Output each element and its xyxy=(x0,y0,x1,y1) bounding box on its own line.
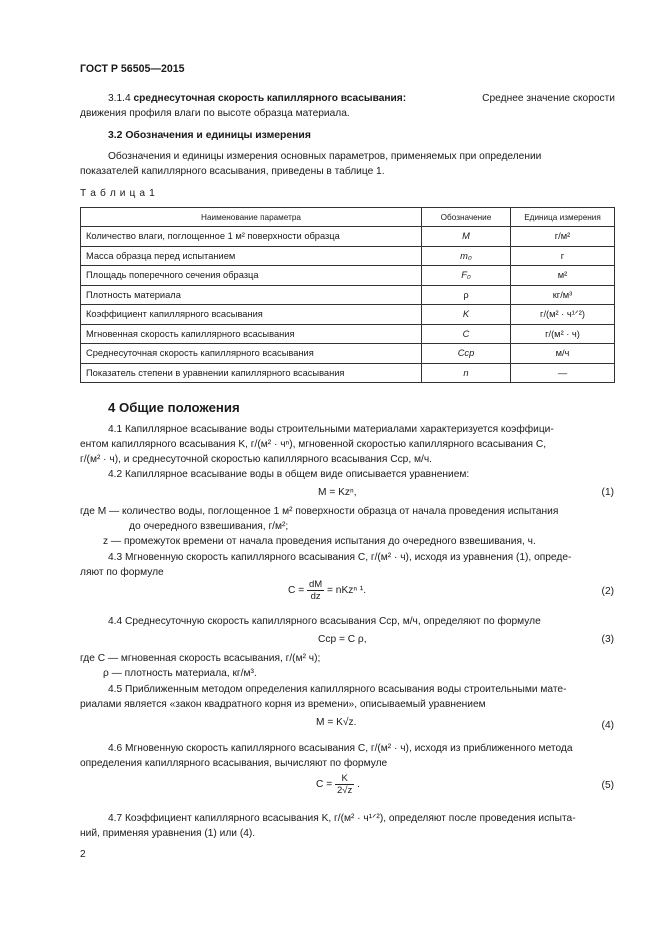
row-unit: м² xyxy=(511,266,615,286)
row-unit: г/(м² · ч) xyxy=(511,324,615,344)
fraction-denominator: 2√z xyxy=(336,784,353,796)
equation-5-number: (5) xyxy=(601,780,614,791)
row-symbol: Cср xyxy=(422,344,511,364)
section-3-2-title: 3.2 Обозначения и единицы измерения xyxy=(108,130,311,141)
row-name: Плотность материала xyxy=(81,285,422,305)
row-name: Масса образца перед испытанием xyxy=(81,246,422,266)
equation-5-tail: . xyxy=(357,779,360,790)
row-symbol: C xyxy=(422,324,511,344)
definition-start: Среднее значение скорости xyxy=(482,93,615,104)
where-1-line-3: z — промежуток времени от начала проведения испытания до очередного взвешивания, ч. xyxy=(103,536,536,547)
row-unit: — xyxy=(511,363,615,383)
row-symbol: n xyxy=(422,363,511,383)
fraction-numerator: K xyxy=(335,773,354,785)
row-unit: г/м² xyxy=(511,227,615,247)
row-symbol: F₀ xyxy=(422,266,511,286)
table-caption: Т а б л и ц а 1 xyxy=(80,188,156,199)
document-header: ГОСТ Р 56505—2015 xyxy=(80,63,185,75)
clause-4-6-line-2: определения капиллярного всасывания, вычисляют по формуле xyxy=(80,758,388,769)
clause-4-3-line-1: 4.3 Мгновенную скорость капиллярного всасывания C, г/(м² · ч), исходя из уравнения (1), опреде- xyxy=(108,552,572,563)
equation-5-fraction xyxy=(335,773,354,796)
table-row xyxy=(81,227,615,247)
equation-3: Cср = C ρ, xyxy=(318,634,367,645)
row-name: Показатель степени в уравнении капиллярного всасывания xyxy=(81,363,422,383)
equation-3-number: (3) xyxy=(601,634,614,645)
section-3-2-line-2: показателей капиллярного всасывания, приведены в таблице 1. xyxy=(80,166,385,177)
equation-5 xyxy=(316,772,360,798)
section-3-2-line-1: Обозначения и единицы измерения основных параметров, применяемых при определении xyxy=(108,151,542,162)
clause-4-4: 4.4 Среднесуточную скорость капиллярного всасывания Cср, м/ч, определяют по формуле xyxy=(108,616,541,627)
equation-2-rhs: = nKzⁿ ¹. xyxy=(327,585,367,596)
row-unit: г xyxy=(511,246,615,266)
row-symbol: M xyxy=(422,227,511,247)
equation-1: M = Kzⁿ, xyxy=(318,487,357,498)
clause-4-6-line-1: 4.6 Мгновенную скорость капиллярного всасывания C, г/(м² · ч), исходя из приближенного метода xyxy=(108,743,573,754)
table-row xyxy=(81,344,615,364)
where-1-line-2: до очередного взвешивания, г/м²; xyxy=(129,521,289,532)
parameters-table xyxy=(80,207,615,383)
table-row xyxy=(81,363,615,383)
clause-4-7-line-1: 4.7 Коэффициент капиллярного всасывания K, г/(м² · ч¹ᐟ²), определяют после проведения испыта- xyxy=(108,813,576,824)
header-symbol: Обозначение xyxy=(422,208,511,227)
where-3-line-1: где C — мгновенная скорость всасывания, г/(м² ч); xyxy=(80,653,321,664)
equation-4-number: (4) xyxy=(601,720,614,731)
row-unit: г/(м² · ч¹ᐟ²) xyxy=(511,305,615,325)
clause-4-1-line-2: ентом капиллярного всасывания K, г/(м² · чⁿ), мгновенной скоростью капиллярного всасывания C, xyxy=(80,439,547,450)
row-name: Площадь поперечного сечения образца xyxy=(81,266,422,286)
clause-3-1-4-line-2: движения профиля влаги по высоте образца материала. xyxy=(80,108,350,119)
clause-4-3-line-2: ляют по формуле xyxy=(80,567,164,578)
header-unit: Единица измерения xyxy=(511,208,615,227)
equation-5-lhs: C = xyxy=(316,779,333,790)
table-header-row xyxy=(81,208,615,227)
table-row xyxy=(81,266,615,286)
term: среднесуточная скорость капиллярного всасывания: xyxy=(133,93,407,104)
equation-1-number: (1) xyxy=(601,487,614,498)
row-unit: кг/м³ xyxy=(511,285,615,305)
where-1-line-1: где M — количество воды, поглощенное 1 м² поверхности образца от начала проведения испытания xyxy=(80,506,559,517)
row-symbol: m₀ xyxy=(422,246,511,266)
table-row xyxy=(81,246,615,266)
clause-4-7-line-2: ний, применяя уравнения (1) или (4). xyxy=(80,828,256,839)
equation-2-fraction xyxy=(307,579,324,602)
table-row xyxy=(81,285,615,305)
row-symbol: ρ xyxy=(422,285,511,305)
header-parameter-name: Наименование параметра xyxy=(81,208,422,227)
row-name: Среднесуточная скорость капиллярного всасывания xyxy=(81,344,422,364)
row-unit: м/ч xyxy=(511,344,615,364)
row-name: Коэффициент капиллярного всасывания xyxy=(81,305,422,325)
clause-4-5-line-1: 4.5 Приближенным методом определения капиллярного всасывания воды строительными мате- xyxy=(108,684,567,695)
clause-4-2: 4.2 Капиллярное всасывание воды в общем виде описывается уравнением: xyxy=(108,469,470,480)
fraction-numerator: dM xyxy=(308,578,323,590)
clause-4-1-line-3: г/(м² · ч), и среднесуточной скоростью капиллярного всасывания Cср, м/ч. xyxy=(80,454,432,465)
table-row xyxy=(81,324,615,344)
clause-4-5-line-2: риалами является «закон квадратного корня из времени», описываемый уравнением xyxy=(80,699,486,710)
section-4-title: 4 Общие положения xyxy=(108,400,240,415)
row-name: Количество влаги, поглощенное 1 м² поверхности образца xyxy=(81,227,422,247)
equation-2 xyxy=(288,578,366,604)
row-symbol: K xyxy=(422,305,511,325)
where-3-line-2: ρ — плотность материала, кг/м³. xyxy=(103,668,257,679)
equation-2-lhs: C = xyxy=(288,585,305,596)
table-row xyxy=(81,305,615,325)
clause-4-1-line-1: 4.1 Капиллярное всасывание воды строительными материалами характеризуется коэффици- xyxy=(108,424,554,435)
clause-3-1-4-line-1 xyxy=(108,91,615,106)
equation-2-number: (2) xyxy=(601,586,614,597)
row-name: Мгновенная скорость капиллярного всасывания xyxy=(81,324,422,344)
page-number: 2 xyxy=(80,849,86,860)
fraction-denominator: dz xyxy=(310,590,321,602)
equation-4: M = K√z. xyxy=(316,717,357,728)
clause-number: 3.1.4 xyxy=(108,93,131,104)
